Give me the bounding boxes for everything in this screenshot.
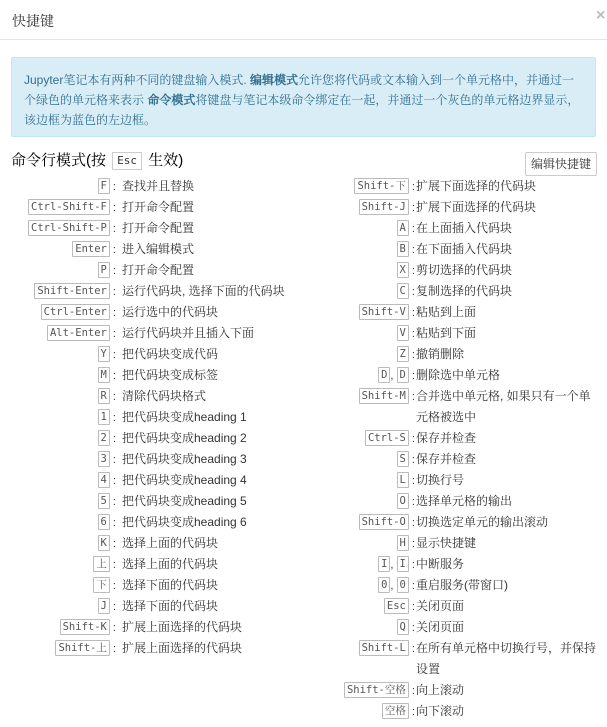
key-cap: Ctrl-S [365,430,409,446]
shortcut-description: 选择单元格的输出 [416,494,513,508]
shortcut-row [300,575,607,596]
key-colon: : [109,517,116,529]
key-cap: Ctrl-Enter [41,304,110,320]
shortcut-keys [354,176,415,198]
shortcut-description: 关闭页面 [416,620,465,634]
shortcut-row [0,512,300,533]
key-colon: : [408,622,415,634]
key-colon: : [408,643,415,655]
key-colon: : [408,433,415,445]
key-colon: : [408,454,415,466]
key-colon: : [109,286,116,298]
shortcut-description: 关闭页面 [416,599,465,613]
key-colon: : [408,601,415,613]
shortcut-row [300,680,607,701]
key-cap: Shift-O [359,514,409,530]
shortcut-row [0,407,300,428]
shortcut-keys [93,575,116,597]
key-colon: : [408,181,415,193]
left-shortcut-list [0,176,300,659]
shortcut-description: 合并选中单元格, 如果只有一个单元格被选中 [416,389,591,424]
key-colon: : [408,391,415,403]
key-cap: Shift-K [60,619,110,635]
shortcut-keys [397,617,415,639]
shortcut-keys [397,470,415,492]
shortcut-description: 运行代码块, 选择下面的代码块 [122,284,285,298]
key-cap: D [397,367,409,383]
key-colon: : [109,391,116,403]
shortcut-keys [397,239,415,261]
shortcut-row [300,302,607,323]
shortcut-row [0,176,300,197]
shortcut-description: 选择下面的代码块 [122,599,219,613]
shortcut-row [0,386,300,407]
shortcut-keys [34,281,116,303]
shortcut-keys [72,239,116,261]
key-cap: R [98,388,110,404]
shortcut-row [300,596,607,617]
shortcut-keys [378,365,415,387]
key-cap: Ctrl-Shift-F [28,199,110,215]
shortcut-row [300,428,607,449]
key-cap: S [397,451,409,467]
shortcut-description: 显示快捷键 [416,536,477,550]
shortcut-description: 切换选定单元的输出滚动 [416,515,549,529]
shortcut-keys [382,701,415,723]
key-colon: : [408,370,415,382]
shortcut-keys [344,680,415,702]
shortcut-keys [359,512,415,534]
shortcut-description: 把代码块变成heading 1 [122,410,247,424]
shortcut-row [300,554,607,575]
shortcut-description: 在所有单元格中切换行号，并保持设置 [416,641,597,676]
key-colon: : [109,244,116,256]
key-colon: : [109,580,116,592]
key-cap: Q [397,619,409,635]
shortcut-keys [41,302,116,324]
shortcut-keys [397,260,415,282]
key-cap: Shift-J [359,199,409,215]
shortcut-description: 打开命令配置 [122,200,195,214]
section-title-suffix: 生效) [144,152,184,169]
shortcut-description: 把代码块变成代码 [122,347,219,361]
shortcut-row [0,428,300,449]
shortcut-description: 扩展下面选择的代码块 [416,200,537,214]
shortcut-row [0,365,300,386]
key-cap: A [397,220,409,236]
shortcut-keys [359,638,415,660]
key-cap: 5 [98,493,110,509]
key-cap: 0 [397,577,409,593]
shortcut-description: 保存并检查 [416,431,477,445]
key-colon: : [109,475,116,487]
modal-header [0,0,607,40]
key-colon: : [408,559,415,571]
key-colon: : [109,328,116,340]
shortcut-row [300,491,607,512]
key-cap: O [397,493,409,509]
shortcut-row [0,596,300,617]
shortcut-keys [397,491,415,513]
shortcut-row [300,701,607,722]
shortcut-keys [359,302,415,324]
shortcut-description: 粘贴到下面 [416,326,477,340]
shortcut-row [300,344,607,365]
shortcut-description: 保存并检查 [416,452,477,466]
shortcut-description: 进入编辑模式 [122,242,195,256]
key-cap: I [397,556,409,572]
shortcut-row [300,281,607,302]
shortcut-keys [98,491,116,513]
shortcut-description: 向上滚动 [416,683,465,697]
key-colon: : [408,286,415,298]
shortcut-description: 复制选择的代码块 [416,284,513,298]
shortcut-keys [359,386,415,408]
key-cap: Shift-下 [354,178,408,194]
shortcut-row [0,449,300,470]
shortcut-row [0,533,300,554]
key-colon: : [109,412,116,424]
key-cap: C [397,283,409,299]
shortcut-row [0,470,300,491]
info-panel [11,57,596,137]
shortcut-row [300,449,607,470]
key-cap: Ctrl-Shift-P [28,220,110,236]
command-mode-term: 命令模式 [147,93,196,107]
shortcut-row [300,365,607,386]
key-colon: : [408,496,415,508]
key-cap: Esc [384,598,409,614]
shortcut-keys [98,596,116,618]
shortcut-row [0,638,300,659]
shortcut-keys [98,512,116,534]
shortcut-description: 运行代码块并且插入下面 [122,326,255,340]
key-colon: : [408,517,415,529]
shortcut-description: 把代码块变成标签 [122,368,219,382]
key-cap: I [378,556,390,572]
key-cap: Shift-M [359,388,409,404]
esc-key: Esc [112,152,142,170]
key-cap: 2 [98,430,110,446]
shortcut-description: 选择上面的代码块 [122,557,219,571]
shortcut-description: 粘贴到上面 [416,305,477,319]
shortcut-description: 查找并且替换 [122,179,195,193]
shortcut-description: 选择下面的代码块 [122,578,219,592]
shortcut-row [300,218,607,239]
key-cap: Shift-V [359,304,409,320]
key-cap: D [378,367,390,383]
shortcut-description: 扩展上面选择的代码块 [122,641,243,655]
key-colon: : [408,328,415,340]
shortcut-keys [98,344,116,366]
shortcut-row [300,512,607,533]
shortcut-row [0,197,300,218]
shortcut-keys [397,218,415,240]
key-colon: : [109,370,116,382]
shortcut-row [300,260,607,281]
shortcut-description: 把代码块变成heading 5 [122,494,247,508]
key-cap: 4 [98,472,110,488]
shortcut-description: 向下滚动 [416,704,465,718]
key-colon: : [408,349,415,361]
key-colon: : [109,181,116,193]
shortcut-keys [397,344,415,366]
shortcut-description: 扩展下面选择的代码块 [416,179,537,193]
key-cap: 1 [98,409,110,425]
shortcut-row [0,302,300,323]
shortcut-row [300,239,607,260]
key-colon: : [109,433,116,445]
key-colon: : [109,349,116,361]
key-colon: : [408,685,415,697]
shortcut-row [0,260,300,281]
shortcut-keys [60,617,116,639]
key-colon: : [109,643,116,655]
shortcut-row [0,344,300,365]
key-colon: : [408,265,415,277]
info-text-3: 将键盘与笔记本级命令绑定在一起，并通过一个灰色的单元格边界显示，该边框为蓝色的左边框。 [24,93,580,127]
key-cap: Shift-上 [55,640,109,656]
key-cap: H [397,535,409,551]
shortcut-keys [98,533,116,555]
key-cap: Enter [72,241,110,257]
shortcut-row [300,176,607,197]
key-cap: Alt-Enter [47,325,110,341]
key-cap: L [397,472,409,488]
shortcut-description: 把代码块变成heading 3 [122,452,247,466]
shortcut-description: 把代码块变成heading 2 [122,431,247,445]
key-colon: : [109,601,116,613]
key-cap: Shift-空格 [344,682,409,698]
shortcut-keys [384,596,415,618]
shortcut-description: 重启服务(带窗口) [416,578,508,592]
key-colon: : [408,223,415,235]
shortcut-row [300,470,607,491]
key-cap: 空格 [382,703,409,719]
shortcut-description: 扩展上面选择的代码块 [122,620,243,634]
key-colon: : [408,475,415,487]
shortcut-description: 打开命令配置 [122,221,195,235]
shortcut-keys [98,449,116,471]
shortcut-description: 中断服务 [416,557,465,571]
shortcut-keys [28,197,116,219]
key-colon: : [408,202,415,214]
key-cap: P [98,262,110,278]
shortcut-row [0,323,300,344]
shortcut-row [0,554,300,575]
key-cap: 3 [98,451,110,467]
shortcut-row [300,197,607,218]
key-separator: , [390,580,397,592]
key-cap: J [98,598,110,614]
key-colon: : [109,265,116,277]
key-cap: 6 [98,514,110,530]
shortcut-keys [98,386,116,408]
key-colon: : [109,496,116,508]
key-colon: : [408,706,415,718]
shortcut-keys [397,281,415,303]
shortcut-keys [98,260,116,282]
key-colon: : [109,454,116,466]
key-cap: Shift-Enter [34,283,110,299]
key-colon: : [109,202,116,214]
key-colon: : [109,307,116,319]
shortcut-keys [98,428,116,450]
key-colon: : [109,538,116,550]
shortcut-keys [378,554,415,576]
section-title-prefix: 命令行模式(按 [11,152,111,169]
shortcut-description: 运行选中的代码块 [122,305,219,319]
shortcut-row [300,533,607,554]
shortcut-description: 把代码块变成heading 4 [122,473,247,487]
key-cap: V [397,325,409,341]
shortcut-keys [28,218,116,240]
edit-mode-term: 编辑模式 [250,73,299,87]
key-colon: : [109,622,116,634]
key-cap: M [98,367,110,383]
shortcut-description: 删除选中单元格 [416,368,501,382]
key-colon: : [408,307,415,319]
shortcut-keys [98,176,116,198]
edit-shortcuts-button[interactable]: 编辑快捷键 [525,152,597,176]
shortcut-keys [55,638,116,660]
key-cap: 上 [93,556,110,572]
key-cap: 下 [93,577,110,593]
shortcut-keys [397,323,415,345]
shortcut-description: 切换行号 [416,473,465,487]
shortcut-row [0,491,300,512]
shortcut-description: 打开命令配置 [122,263,195,277]
info-text-2: 允许您将代码或文本输入到一个单元格中，并通过一个绿色的单元格来表示 [24,73,575,107]
key-cap: K [98,535,110,551]
shortcut-row [0,239,300,260]
key-separator: , [390,370,397,382]
shortcut-keys [98,407,116,429]
key-colon: : [109,223,116,235]
shortcut-row [300,638,607,680]
key-cap: 0 [378,577,390,593]
key-cap: F [98,178,110,194]
key-colon: : [408,538,415,550]
shortcut-keys [93,554,116,576]
shortcut-row [300,323,607,344]
shortcut-description: 清除代码块格式 [122,389,207,403]
shortcut-keys [47,323,116,345]
shortcut-keys [98,365,116,387]
shortcut-keys [378,575,415,597]
modal-title: 快捷键 [12,13,54,29]
key-cap: Z [397,346,409,362]
shortcut-description: 剪切选择的代码块 [416,263,513,277]
shortcut-description: 把代码块变成heading 6 [122,515,247,529]
key-cap: X [397,262,409,278]
section-title [11,151,183,171]
right-shortcut-list [300,176,607,722]
shortcut-description: 撤销删除 [416,347,465,361]
shortcut-description: 在下面插入代码块 [416,242,513,256]
key-cap: Y [98,346,110,362]
key-colon: : [408,580,415,592]
shortcut-keys [98,470,116,492]
shortcut-row [0,281,300,302]
shortcut-row [300,386,607,428]
key-colon: : [408,244,415,256]
shortcut-row [0,218,300,239]
shortcut-keys [397,533,415,555]
shortcut-keys [365,428,415,450]
shortcut-keys [397,449,415,471]
shortcut-keys [359,197,415,219]
shortcut-description: 在上面插入代码块 [416,221,513,235]
close-icon[interactable]: × [596,7,606,24]
key-cap: Shift-L [359,640,409,656]
shortcut-row [0,575,300,596]
key-cap: B [397,241,409,257]
shortcut-description: 选择上面的代码块 [122,536,219,550]
info-text-1: Jupyter笔记本有两种不同的键盘输入模式. [24,73,251,87]
shortcut-row [0,617,300,638]
key-separator: , [390,559,397,571]
shortcut-row [300,617,607,638]
key-colon: : [109,559,116,571]
